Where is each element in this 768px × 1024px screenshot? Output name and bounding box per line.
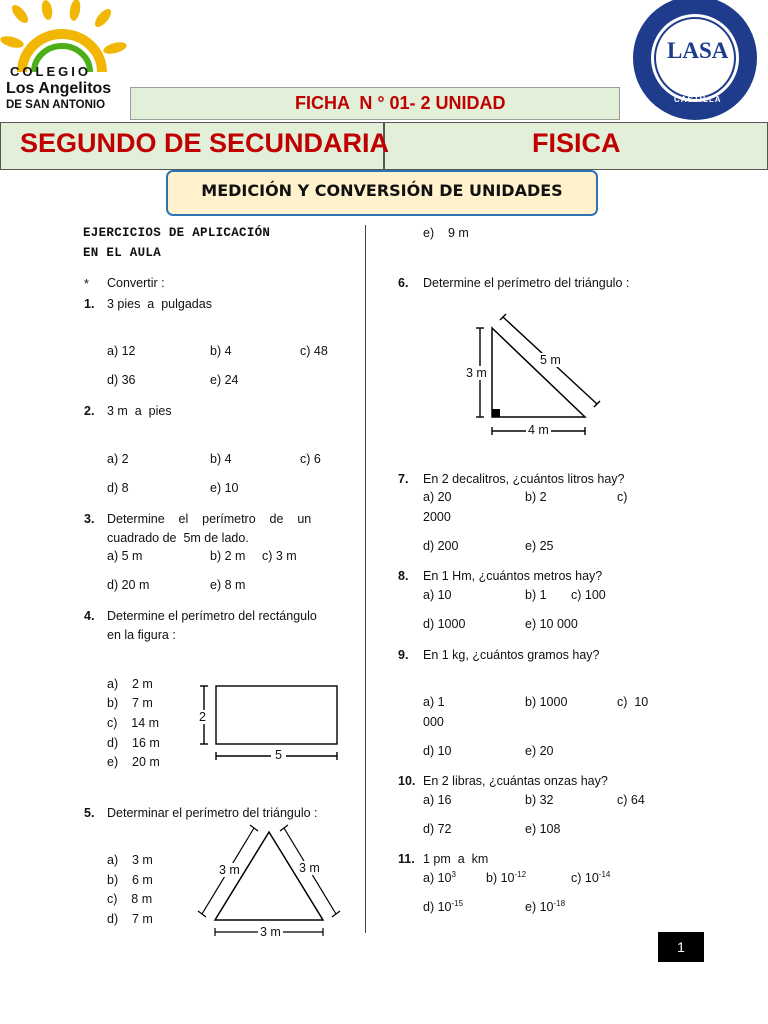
q9-option: c) 10 <box>617 695 649 709</box>
q8-option: e) 10 000 <box>525 617 578 631</box>
q2-number: 2. <box>84 404 95 418</box>
q8-option: a) 10 <box>423 588 452 602</box>
right-triangle-height-label: 3 m <box>466 366 487 380</box>
q9-option: b) 1000 <box>525 695 568 709</box>
grade-title: SEGUNDO DE SECUNDARIA <box>20 128 390 158</box>
q9-option: d) 10 <box>423 744 452 758</box>
q3-option: b) 2 m <box>210 549 246 563</box>
q11-option-exp: -12 <box>514 869 527 879</box>
q9-option: a) 1 <box>423 695 445 709</box>
seal-bottom: CASTILLA <box>674 95 722 104</box>
triangle-base-label: 3 m <box>260 925 281 939</box>
q11-option <box>423 900 463 914</box>
q9-number: 9. <box>398 648 409 662</box>
section-heading-1: EJERCICIOS DE APLICACIÓN <box>83 226 271 240</box>
q7-option: a) 20 <box>423 490 452 504</box>
q11-option <box>525 900 565 914</box>
q5-option: e) 9 m <box>423 226 469 240</box>
q1-option: a) 12 <box>107 344 136 358</box>
q10-text: En 2 libras, ¿cuántas onzas hay? <box>423 774 608 788</box>
q5-option: a) 3 m <box>107 853 153 867</box>
q2-option: c) 6 <box>300 452 321 466</box>
subject-title: FISICA <box>532 128 621 158</box>
q2-option: e) 10 <box>210 481 239 495</box>
q2-option: d) 8 <box>107 481 129 495</box>
q4-option: d) 16 m <box>107 736 160 750</box>
q5-option: b) 6 m <box>107 873 153 887</box>
q7-number: 7. <box>398 472 409 486</box>
right-triangle-base-label: 4 m <box>528 423 549 437</box>
q10-option: b) 32 <box>525 793 554 807</box>
q9-text: En 1 kg, ¿cuántos gramos hay? <box>423 648 600 662</box>
q7-text: En 2 decalitros, ¿cuántos litros hay? <box>423 472 625 486</box>
triangle-left-label: 3 m <box>219 863 240 877</box>
column-divider <box>365 225 366 933</box>
school-seal <box>622 0 768 121</box>
q6-number: 6. <box>398 276 409 290</box>
q11-option-base: a) 10 <box>423 871 452 885</box>
q11-option-base: e) 10 <box>525 900 554 914</box>
school-name: Los Angelitos <box>6 80 112 97</box>
q11-option-exp: 3 <box>451 869 456 879</box>
q11-option-base: b) 10 <box>486 871 515 885</box>
q1-number: 1. <box>84 297 95 311</box>
q3-text: cuadrado de 5m de lado. <box>107 531 249 545</box>
q3-number: 3. <box>84 512 95 526</box>
q11-option-exp: -14 <box>598 869 611 879</box>
q8-number: 8. <box>398 569 409 583</box>
q7-option: b) 2 <box>525 490 547 504</box>
q3-option: c) 3 m <box>262 549 297 563</box>
q10-option: a) 16 <box>423 793 452 807</box>
q2-text: 3 m a pies <box>107 404 172 418</box>
q4-text: en la figura : <box>107 628 176 642</box>
q2-option: a) 2 <box>107 452 129 466</box>
rectangle-height-label: 2 <box>199 710 206 724</box>
q5-option: c) 8 m <box>107 892 153 906</box>
q10-option: c) 64 <box>617 793 645 807</box>
q3-option: d) 20 m <box>107 578 150 592</box>
seal-text: LASA <box>667 38 729 63</box>
q8-text: En 1 Hm, ¿cuántos metros hay? <box>423 569 603 583</box>
q11-option-exp: -18 <box>553 898 566 908</box>
q11-option <box>571 871 610 885</box>
q4-number: 4. <box>84 609 95 623</box>
q1-option: b) 4 <box>210 344 232 358</box>
q11-text: 1 pm a km <box>423 852 489 866</box>
q1-text: 3 pies a pulgadas <box>107 297 212 311</box>
q11-option <box>423 871 456 885</box>
school-place: DE SAN ANTONIO <box>6 99 106 111</box>
q5-text: Determinar el perímetro del triángulo : <box>107 806 318 820</box>
q11-option-base: c) 10 <box>571 871 599 885</box>
q1-option: d) 36 <box>107 373 136 387</box>
ficha-title: FICHA N ° 01- 2 UNIDAD <box>295 93 506 113</box>
q11-number: 11. <box>398 852 415 866</box>
right-triangle-figure <box>470 310 610 440</box>
q11-option-exp: -15 <box>451 898 464 908</box>
q7-option: 2000 <box>423 510 451 524</box>
q7-option: c) <box>617 490 628 504</box>
right-triangle-hyp-label: 5 m <box>540 353 561 367</box>
q2-option: b) 4 <box>210 452 232 466</box>
q5-number: 5. <box>84 806 95 820</box>
q9-option: 000 <box>423 715 444 729</box>
q8-option: d) 1000 <box>423 617 466 631</box>
q4-text: Determine el perímetro del rectángulo <box>107 609 317 623</box>
school-word: COLEGIO <box>10 64 91 79</box>
q4-option: e) 20 m <box>107 755 160 769</box>
bullet-mark: * <box>84 277 89 291</box>
q3-option: a) 5 m <box>107 549 143 563</box>
school-logo <box>0 0 135 125</box>
q1-option: c) 48 <box>300 344 328 358</box>
page-number: 1 <box>677 939 685 955</box>
q5-option: d) 7 m <box>107 912 153 926</box>
q3-text: Determine el perímetro de un <box>107 512 312 526</box>
q4-option: c) 14 m <box>107 716 160 730</box>
q1-option: e) 24 <box>210 373 239 387</box>
equilateral-triangle-figure <box>195 822 350 942</box>
q7-option: d) 200 <box>423 539 459 553</box>
q11-option-base: d) 10 <box>423 900 452 914</box>
topic-title: MEDICIÓN Y CONVERSIÓN DE UNIDADES <box>201 181 563 200</box>
q10-option: e) 108 <box>525 822 561 836</box>
q8-option: b) 1 <box>525 588 547 602</box>
section-heading-2: EN EL AULA <box>83 246 162 260</box>
q6-text: Determine el perímetro del triángulo : <box>423 276 630 290</box>
q4-option: b) 7 m <box>107 696 153 710</box>
q3-option: e) 8 m <box>210 578 246 592</box>
q10-option: d) 72 <box>423 822 452 836</box>
q11-option <box>486 871 526 885</box>
q8-option: c) 100 <box>571 588 606 602</box>
triangle-right-label: 3 m <box>299 861 320 875</box>
q10-number: 10. <box>398 774 416 788</box>
convert-label: Convertir : <box>107 276 165 290</box>
q4-option: a) 2 m <box>107 677 153 691</box>
q9-option: e) 20 <box>525 744 554 758</box>
q7-option: e) 25 <box>525 539 554 553</box>
rectangle-width-label: 5 <box>271 748 286 762</box>
